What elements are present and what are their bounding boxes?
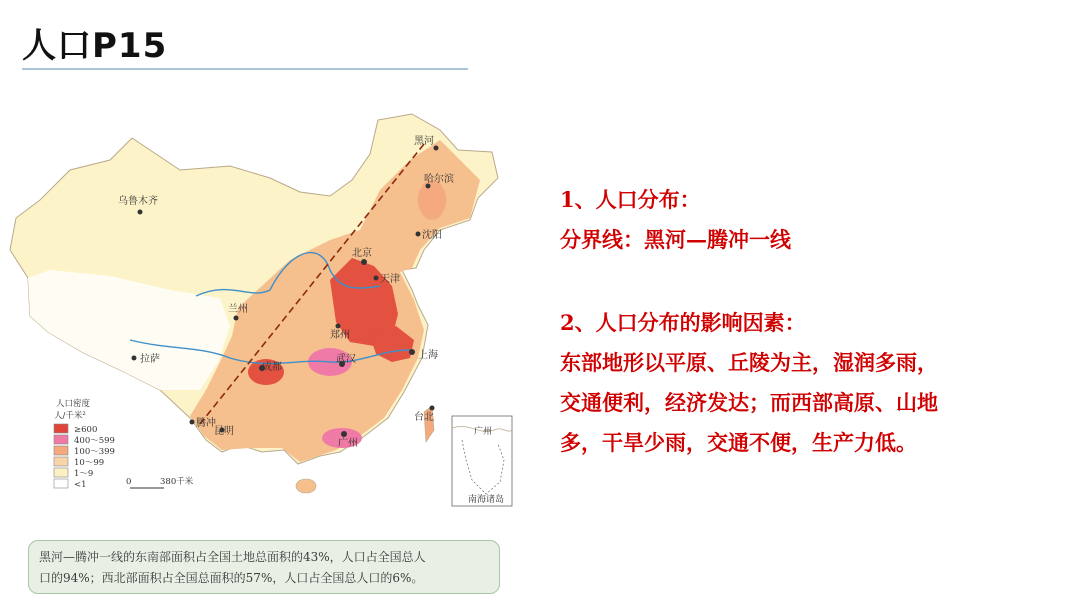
legend-items <box>54 424 115 490</box>
notes-heading-distribution: 1、人口分布： <box>560 187 701 212</box>
city-dot-zhengzhou <box>336 324 341 329</box>
city-label-heihe: 黑河 <box>414 136 434 147</box>
scale-zero: 0 <box>126 477 132 487</box>
slide-title: 人口P15 <box>22 26 168 66</box>
city-dot-tianjin <box>374 276 379 281</box>
notes-spacer <box>560 260 1060 303</box>
population-density-map <box>0 100 530 520</box>
legend-swatch <box>54 435 68 444</box>
city-label-beijing: 北京 <box>352 248 372 259</box>
inset-city-label: 广州 <box>474 427 493 437</box>
city-label-haerbin: 哈尔滨 <box>424 174 454 185</box>
city-dot-lanzhou <box>234 316 239 321</box>
city-label-lasa: 拉萨 <box>140 354 160 365</box>
city-dot-guangzhou <box>341 431 347 437</box>
notes-factor-line-1: 东部地形以平原、丘陵为主，湿润多雨， <box>560 350 938 375</box>
caption-box <box>28 540 500 594</box>
notes-heading-factors: 2、人口分布的影响因素： <box>560 310 806 335</box>
city-label-zhengzhou: 郑州 <box>330 330 350 341</box>
city-dot-lasa <box>132 356 137 361</box>
caption-line-1: 黑河—腾冲一线的东南部面积占全国土地总面积的43%，人口占全国总人 <box>39 550 426 564</box>
city-dot-wulumuqi <box>138 210 143 215</box>
city-label-tengchong: 腾冲 <box>196 418 216 429</box>
city-dot-beijing <box>361 259 367 265</box>
notes-panel <box>560 180 1060 463</box>
legend-swatch <box>54 446 68 455</box>
hainan-island <box>296 479 316 493</box>
notes-factor-line-2: 交通便利，经济发达；而西部高原、山地 <box>560 390 938 415</box>
legend-label: 400～599 <box>74 436 115 446</box>
city-label-shanghai: 上海 <box>418 350 438 361</box>
city-dot-shenyang <box>416 232 421 237</box>
caption-line-2: 口的94%；西北部面积占全国总面积的57%，人口占全国总人口的6%。 <box>39 571 424 585</box>
scale-distance: 380千米 <box>160 477 194 487</box>
city-dot-taibei <box>430 406 435 411</box>
city-label-chengdu: 成都 <box>262 362 282 373</box>
notes-boundary-line: 分界线：黑河—腾冲一线 <box>560 227 791 252</box>
city-label-taibei: 台北 <box>414 412 434 423</box>
city-dot-tengchong <box>190 420 195 425</box>
legend-title: 人口密度 <box>56 399 91 409</box>
legend-swatch <box>54 468 68 477</box>
legend-label: 1～9 <box>74 469 94 479</box>
legend-label: 10～99 <box>74 458 105 468</box>
city-label-kunming: 昆明 <box>214 426 234 437</box>
city-label-shenyang: 沈阳 <box>422 230 442 241</box>
legend-label: <1 <box>74 480 87 490</box>
legend-swatch <box>54 457 68 466</box>
inset-label: 南海诸岛 <box>468 495 505 505</box>
city-label-lanzhou: 兰州 <box>228 304 248 315</box>
south-china-sea-inset <box>452 416 512 506</box>
map-legend <box>54 398 115 490</box>
legend-swatch <box>54 479 68 488</box>
legend-unit: 人/千米² <box>54 411 86 421</box>
city-label-wulumuqi: 乌鲁木齐 <box>118 196 158 207</box>
city-dot-heihe <box>434 146 439 151</box>
scale-bar <box>126 476 194 488</box>
legend-label: ≥600 <box>74 425 98 435</box>
city-label-wuhan: 武汉 <box>336 354 356 365</box>
legend-swatch <box>54 424 68 433</box>
city-dot-shanghai <box>409 349 415 355</box>
northeast-patch <box>418 180 446 220</box>
city-label-tianjin: 天津 <box>380 274 400 285</box>
legend-label: 100～399 <box>74 447 115 457</box>
title-underline <box>22 68 468 70</box>
notes-factor-line-3: 多，干旱少雨，交通不便，生产力低。 <box>560 430 917 455</box>
city-label-guangzhou: 广州 <box>338 438 358 449</box>
